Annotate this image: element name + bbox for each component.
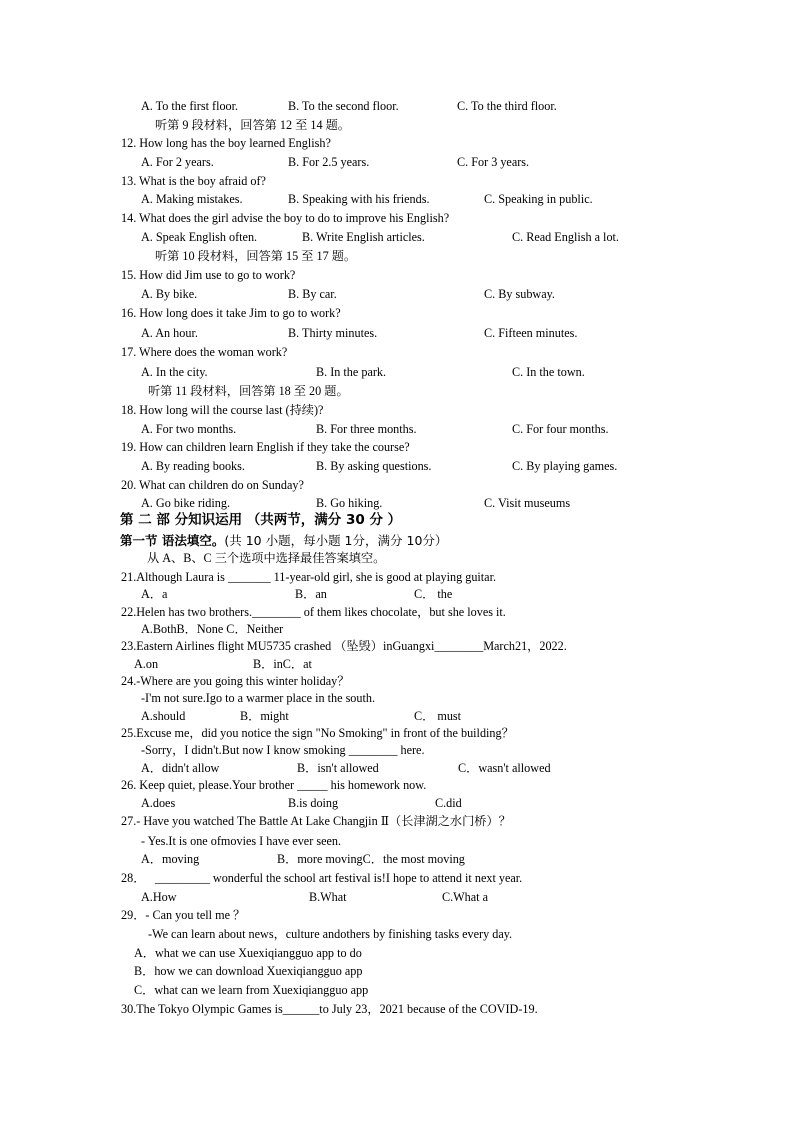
line-text: C. By playing games. (512, 459, 618, 473)
line-text: C．wasn't allowed (458, 761, 551, 775)
line-text: 28． (121, 871, 146, 885)
line-text: 14. What does the girl advise the boy to do to improve his English? (121, 211, 450, 225)
line-text: 16. How long does it take Jim to go to work? (121, 306, 341, 320)
subsection-title: 第一节 语法填空。 (120, 533, 225, 548)
line-text: A. In the city. (141, 365, 208, 379)
line-text: B．how we can download Xuexiqiangguo app (134, 964, 363, 978)
line-text: 19. How can children learn English if they take the course? (121, 440, 410, 454)
line-text: A. By reading books. (141, 459, 245, 473)
line-text: C．what can we learn from Xuexiqiangguo app (134, 983, 369, 997)
line-text: A. Go bike riding. (141, 496, 231, 510)
line-text: C. Speaking in public. (484, 192, 593, 206)
line-text: 20. What can children do on Sunday? (121, 478, 304, 492)
line-text: C. For 3 years. (457, 155, 530, 169)
line-text: A. An hour. (141, 326, 198, 340)
line-text: C.did (435, 796, 462, 810)
line-text: 听第 10 段材料，回答第 15 至 17 题。 (155, 249, 357, 263)
line-text: 24.-Where are you going this winter holiday？ (121, 674, 350, 688)
line-text: B．an (295, 587, 327, 601)
line-text: B. In the park. (316, 365, 387, 379)
line-text: A. For two months. (141, 422, 237, 436)
line-text: 29．- Can you tell me ？ (121, 908, 246, 922)
line-text: C.What a (442, 890, 489, 904)
line-text: 13. What is the boy afraid of? (121, 174, 266, 188)
line-text: B. For three months. (316, 422, 417, 436)
line-text: 17. Where does the woman work? (121, 345, 288, 359)
line-text: B．might (240, 709, 289, 723)
line-text: B．more movingC．the most moving (277, 852, 465, 866)
line-text: A．moving (141, 852, 200, 866)
line-text: A.BothB．None C．Neither (141, 622, 284, 636)
line-text: 30.The Tokyo Olympic Games is______to July 23，2021 because of the COVID-19. (121, 1002, 538, 1016)
line-text: A. For 2 years. (141, 155, 214, 169)
line-text: -We can learn about news，culture andothers by finishing tasks every day. (148, 927, 513, 941)
line-text: A．what we can use Xuexiqiangguo app to do (134, 946, 362, 960)
line-text: A. By bike. (141, 287, 198, 301)
line-text: 21.Although Laura is _______ 11-year-old girl, she is good at playing guitar. (121, 570, 497, 584)
line-text: 23.Eastern Airlines flight MU5735 crashed （坠毁）inGuangxi________March21，2022. (121, 639, 567, 653)
line-text: 22.Helen has two brothers.________ of them likes chocolate，but she loves it. (121, 605, 506, 619)
section-heading: 第 二 部 分知识运用 （共两节，满分 30 分 ） (120, 512, 402, 528)
line-text: B.is doing (288, 796, 339, 810)
line-text: C. By subway. (484, 287, 555, 301)
line-text: C． must (414, 709, 462, 723)
line-text: B. For 2.5 years. (288, 155, 370, 169)
line-text: - Yes.It is one ofmovies I have ever seen. (141, 834, 342, 848)
line-text: A.does (141, 796, 176, 810)
line-text: 27.- Have you watched The Battle At Lake Changjin Ⅱ（长津湖之水门桥）？ (121, 814, 511, 828)
line-text: C. Visit museums (484, 496, 571, 510)
line-text: A.on (134, 657, 159, 671)
line-text: 12. How long has the boy learned English? (121, 136, 331, 150)
line-text: 从 A、B、C 三个选项中选择最佳答案填空。 (147, 551, 386, 565)
line-text: A. To the first floor. (141, 99, 239, 113)
line-text: C. Read English a lot. (512, 230, 619, 244)
subsection-note: (共 10 小题，每小题 1分，满分 10分） (224, 533, 448, 548)
line-text: A．didn't allow (141, 761, 220, 775)
line-text: A. Speak English often. (141, 230, 258, 244)
line-text: B.What (309, 890, 347, 904)
line-text: B. By car. (288, 287, 337, 301)
line-text: B. To the second floor. (288, 99, 399, 113)
line-text: -I'm not sure.Igo to a warmer place in the south. (141, 691, 376, 705)
line-text: B. By asking questions. (316, 459, 432, 473)
line-text: C． the (414, 587, 453, 601)
line-text: A.should (141, 709, 186, 723)
line-text: C. Fifteen minutes. (484, 326, 578, 340)
line-text: 26. Keep quiet, please.Your brother _____ his homework now. (121, 778, 427, 792)
line-text: 15. How did Jim use to go to work? (121, 268, 296, 282)
line-text: A．a (141, 587, 168, 601)
line-text: A. Making mistakes. (141, 192, 243, 206)
line-text: 18. How long will the course last (持续)? (121, 403, 324, 417)
line-text: B. Write English articles. (302, 230, 425, 244)
line-text: B．isn't allowed (297, 761, 379, 775)
line-text: 听第 11 段材料，回答第 18 至 20 题。 (148, 384, 349, 398)
line-text: B．inC．at (253, 657, 312, 671)
line-text: B. Speaking with his friends. (288, 192, 430, 206)
line-text: 听第 9 段材料，回答第 12 至 14 题。 (155, 118, 350, 132)
line-text: -Sorry，I didn't.But now I know smoking ________ here. (141, 743, 425, 757)
line-text: 25.Excuse me，did you notice the sign "No Smoking" in front of the building？ (121, 726, 514, 740)
line-text: C. To the third floor. (457, 99, 557, 113)
line-text: B. Go hiking. (316, 496, 383, 510)
line-text: A.How (141, 890, 177, 904)
line-text: C. For four months. (512, 422, 609, 436)
line-text: _________ wonderful the school art festival is!I hope to attend it next year. (155, 871, 523, 885)
line-text: B. Thirty minutes. (288, 326, 378, 340)
subsection-heading (120, 533, 447, 548)
line-text: C. In the town. (512, 365, 585, 379)
